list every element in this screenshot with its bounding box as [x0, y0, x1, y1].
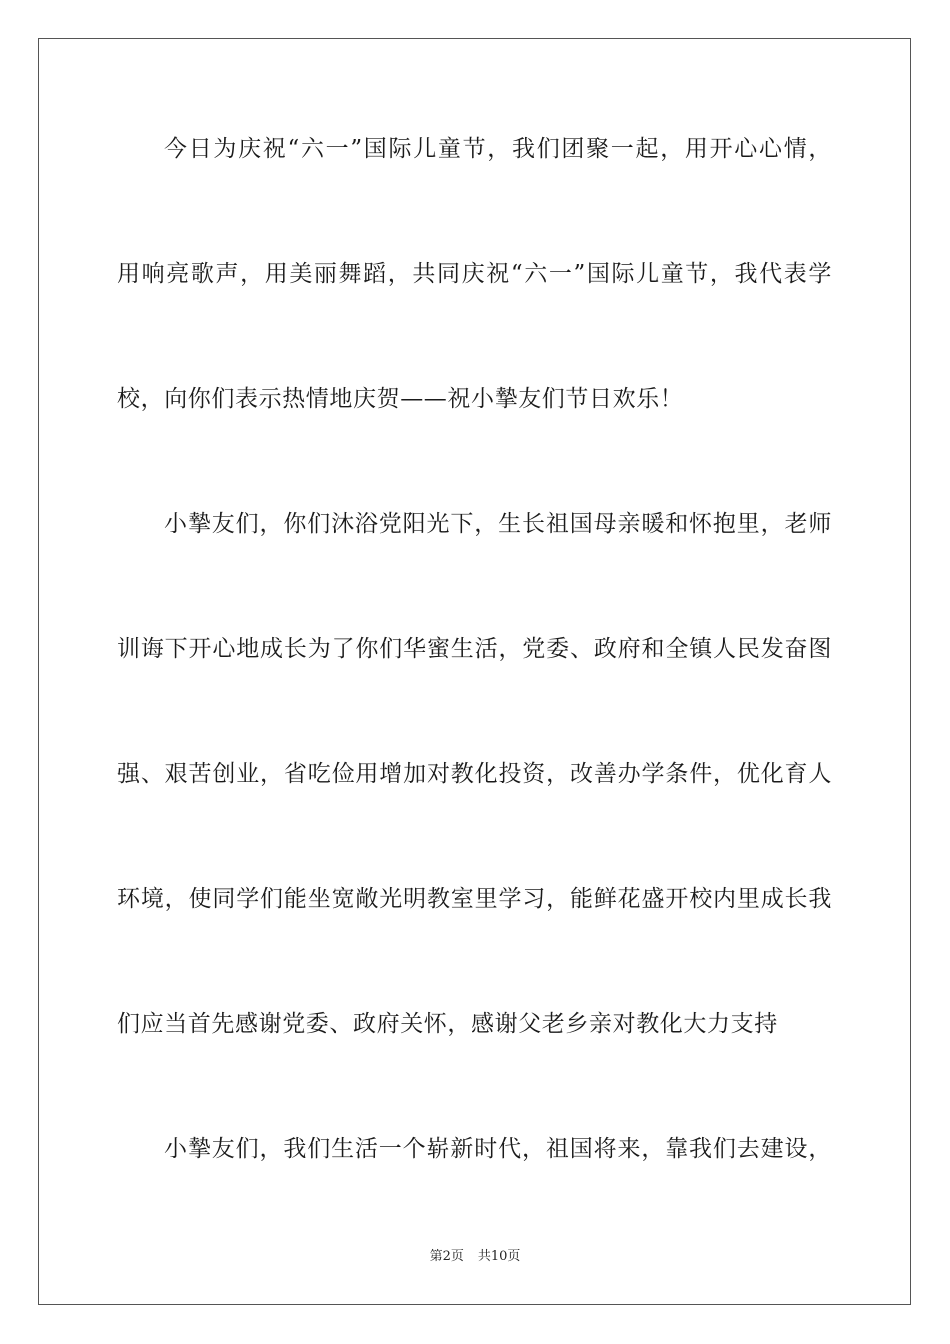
page-total: 共10页	[477, 1249, 521, 1264]
text-line: 用响亮歌声，用美丽舞蹈，共同庆祝“六一”国际儿童节，我代表学	[117, 261, 832, 287]
page-footer	[0, 1248, 950, 1266]
text-line: 校，向你们表示热情地庆贺——祝小摯友们节日欢乐！	[117, 386, 684, 412]
text-line: 训诲下开心地成长为了你们华蜜生活，党委、政府和全镇人民发奋图	[117, 636, 832, 662]
page-number: 第2页	[429, 1249, 464, 1264]
text-line: 小摯友们，我们生活一个崭新时代，祖国将来，靠我们去建设，	[164, 1136, 832, 1162]
text-line: 环境，使同学们能坐宽敞光明教室里学习，能鲜花盛开校内里成长我	[117, 886, 832, 912]
text-line: 今日为庆祝“六一”国际儿童节，我们团聚一起，用开心心情，	[164, 136, 832, 162]
page-border	[38, 38, 911, 1305]
text-line: 小摯友们，你们沐浴党阳光下，生长祖国母亲暖和怀抱里，老师	[164, 511, 832, 537]
text-line: 们应当首先感谢党委、政府关怀，感谢父老乡亲对教化大力支持	[117, 1011, 778, 1037]
text-line: 强、艰苦创业，省吃俭用增加对教化投资，改善办学条件，优化育人	[117, 761, 832, 787]
